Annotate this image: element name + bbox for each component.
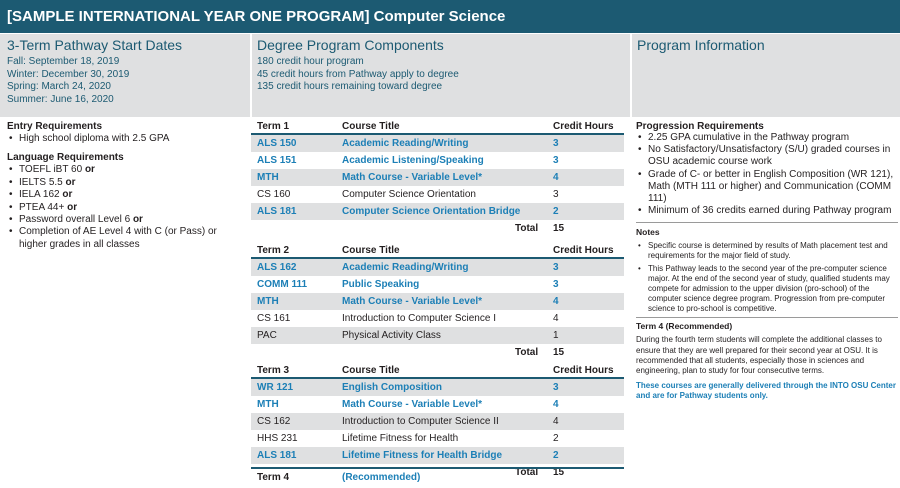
table-row	[251, 430, 624, 447]
header-divider	[250, 34, 252, 117]
course-credits: 3	[553, 382, 559, 393]
notes-heading: Notes	[636, 227, 660, 238]
term4-highlight: These courses are generally delivered through the INTO OSU Center and are for Pathway students only.	[636, 380, 896, 400]
degree-components-section	[257, 34, 627, 117]
table-row	[251, 152, 624, 169]
course-credits: 2	[553, 433, 559, 444]
course-code: WR 121	[257, 382, 294, 393]
list-item: • Minimum of 36 credits earned during Pathway program	[636, 205, 898, 217]
total-value: 15	[553, 223, 565, 234]
course-credits: 4	[553, 172, 559, 183]
notes-list	[636, 241, 898, 314]
course-title: Lifetime Fitness for Health Bridge	[342, 450, 503, 461]
credit-hours-header: Credit Hours	[553, 245, 614, 256]
table-row	[251, 310, 624, 327]
list-item: • Grade of C- or better in English Composition (WR 121), Math (MTH 111 or higher) and Communication (COMM 111)	[636, 169, 898, 206]
language-heading: Language Requirements	[7, 152, 124, 164]
total-label: Total	[515, 223, 539, 234]
course-code: ALS 150	[257, 138, 297, 149]
language-option: IELA 162	[19, 189, 63, 201]
degree-heading: Degree Program Components	[257, 37, 444, 53]
date-winter: Winter: December 30, 2019	[7, 68, 130, 80]
course-code: HHS 231	[257, 433, 298, 444]
course-title-header: Course Title	[342, 245, 400, 256]
progression-heading: Progression Requirements	[636, 121, 764, 132]
pathway-heading: 3-Term Pathway Start Dates	[7, 37, 183, 53]
program-info-heading: Program Information	[637, 37, 765, 53]
total-row	[251, 344, 624, 361]
course-title: Math Course - Variable Level*	[342, 296, 483, 307]
table-row	[251, 203, 624, 220]
table-header-row	[251, 118, 624, 135]
course-code: ALS 181	[257, 450, 297, 461]
term4-recommended-label: (Recommended)	[342, 472, 421, 483]
course-code: COMM 111	[257, 279, 308, 290]
list-item: • High school diploma with 2.5 GPA	[7, 133, 247, 145]
header-divider	[630, 34, 632, 117]
course-title: Lifetime Fitness for Health	[342, 433, 459, 444]
course-title: Public Speaking	[342, 279, 420, 290]
course-title: Computer Science Orientation	[342, 189, 476, 200]
course-code: ALS 181	[257, 206, 297, 217]
list-item	[7, 226, 247, 251]
term-3-table	[251, 362, 624, 481]
term-2-table	[251, 242, 624, 361]
list-item	[7, 214, 247, 226]
language-option: Completion of AE Level 4 with C (or Pass) or higher grades in all classes	[19, 226, 217, 250]
table-row	[251, 276, 624, 293]
total-value: 15	[553, 467, 565, 478]
course-code: CS 161	[257, 313, 291, 324]
table-row	[251, 413, 624, 430]
table-row	[251, 135, 624, 152]
course-credits: 3	[553, 189, 559, 200]
total-value: 15	[553, 347, 565, 358]
term-label: Term 1	[257, 121, 290, 132]
or-connector: or	[67, 201, 78, 213]
program-info-section	[637, 34, 897, 117]
term4-heading: Term 4 (Recommended)	[636, 321, 733, 332]
list-item: • 2.25 GPA cumulative in the Pathway program	[636, 132, 898, 144]
table-row	[251, 379, 624, 396]
divider	[636, 222, 898, 223]
list-item: • No Satisfactory/Unsatisfactory (S/U) graded courses in OSU academic course work	[636, 144, 898, 168]
course-code: MTH	[257, 172, 279, 183]
course-credits: 2	[553, 206, 559, 217]
course-title: Physical Activity Class	[342, 330, 441, 341]
course-credits: 3	[553, 279, 559, 290]
course-credits: 4	[553, 296, 559, 307]
credit-hours-header: Credit Hours	[553, 121, 614, 132]
degree-line: 180 credit hour program	[257, 56, 364, 67]
course-code: ALS 162	[257, 262, 297, 273]
language-option: TOEFL iBT 60	[19, 164, 85, 176]
course-title: Math Course - Variable Level*	[342, 399, 483, 410]
course-code: PAC	[257, 330, 277, 341]
course-title: Computer Science Orientation Bridge	[342, 206, 521, 217]
course-credits: 3	[553, 155, 559, 166]
course-credits: 4	[553, 313, 559, 324]
language-option: IELTS 5.5	[19, 176, 66, 188]
degree-line: 45 credit hours from Pathway apply to degree	[257, 68, 459, 80]
language-option: Password overall Level 6	[19, 214, 133, 226]
or-connector: or	[84, 164, 95, 176]
date-spring: Spring: March 24, 2020	[7, 81, 111, 92]
divider	[636, 317, 898, 318]
term-label: Term 2	[257, 245, 290, 256]
entry-list	[7, 133, 247, 145]
degree-line: 135 credit hours remaining toward degree	[257, 81, 443, 92]
total-label: Total	[515, 467, 539, 478]
course-title: Math Course - Variable Level*	[342, 172, 483, 183]
course-credits: 2	[553, 450, 559, 461]
list-item	[7, 177, 247, 189]
term-1-table	[251, 118, 624, 237]
course-title: Introduction to Computer Science II	[342, 416, 499, 427]
total-row	[251, 220, 624, 237]
table-row	[251, 327, 624, 344]
table-row	[251, 169, 624, 186]
language-option: PTEA 44+	[19, 201, 68, 213]
table-row	[251, 259, 624, 276]
list-item: • This Pathway leads to the second year of the pre-computer science major. At the end of the second year of study, qualified students may compete for admission to the upper division (pro-school) of the computer science degree program. Progression from pre-computer science to pro-school is competitive.	[636, 264, 898, 314]
list-item	[7, 164, 247, 176]
or-connector: or	[65, 176, 76, 188]
course-credits: 3	[553, 262, 559, 273]
or-connector: or	[62, 189, 73, 201]
list-item	[7, 202, 247, 214]
requirements-column	[7, 121, 247, 258]
course-title: Academic Reading/Writing	[342, 262, 469, 273]
program-info-column	[636, 121, 898, 401]
progression-list	[636, 132, 898, 217]
or-connector: or	[132, 214, 143, 226]
table-header-row	[251, 467, 624, 484]
course-credits: 1	[553, 330, 559, 341]
term4-description: During the fourth term students will complete the additional classes to ensure that they are well prepared for their second year at OSU. It is recommended that all students, especially those in sciences and engineering, plan to study for four consecutive terms.	[636, 335, 882, 376]
page-title: [SAMPLE INTERNATIONAL YEAR ONE PROGRAM] Computer Science	[0, 0, 900, 33]
term-label: Term 4	[257, 472, 290, 483]
table-row	[251, 396, 624, 413]
term-label: Term 3	[257, 365, 290, 376]
table-row	[251, 186, 624, 203]
list-item	[7, 189, 247, 201]
credit-hours-header: Credit Hours	[553, 365, 614, 376]
course-credits: 4	[553, 416, 559, 427]
course-code: CS 162	[257, 416, 291, 427]
language-list	[7, 164, 247, 251]
course-credits: 4	[553, 399, 559, 410]
course-title: Academic Reading/Writing	[342, 138, 469, 149]
date-summer: Summer: June 16, 2020	[7, 93, 114, 105]
date-fall: Fall: September 18, 2019	[7, 56, 120, 67]
table-row	[251, 293, 624, 310]
course-code: MTH	[257, 296, 279, 307]
pathway-dates-section	[7, 34, 247, 117]
course-title-header: Course Title	[342, 121, 400, 132]
course-title: Academic Listening/Speaking	[342, 155, 484, 166]
course-title: Introduction to Computer Science I	[342, 313, 496, 324]
course-code: MTH	[257, 399, 279, 410]
term-4-table	[251, 467, 624, 484]
course-title: English Composition	[342, 382, 442, 393]
course-code: ALS 151	[257, 155, 297, 166]
table-header-row	[251, 242, 624, 259]
course-title-header: Course Title	[342, 365, 400, 376]
table-row	[251, 447, 624, 464]
course-credits: 3	[553, 138, 559, 149]
course-code: CS 160	[257, 189, 291, 200]
total-label: Total	[515, 347, 539, 358]
list-item: • Specific course is determined by results of Math placement test and requirements for the major field of study.	[636, 241, 898, 261]
entry-heading: Entry Requirements	[7, 121, 103, 132]
table-header-row	[251, 362, 624, 379]
